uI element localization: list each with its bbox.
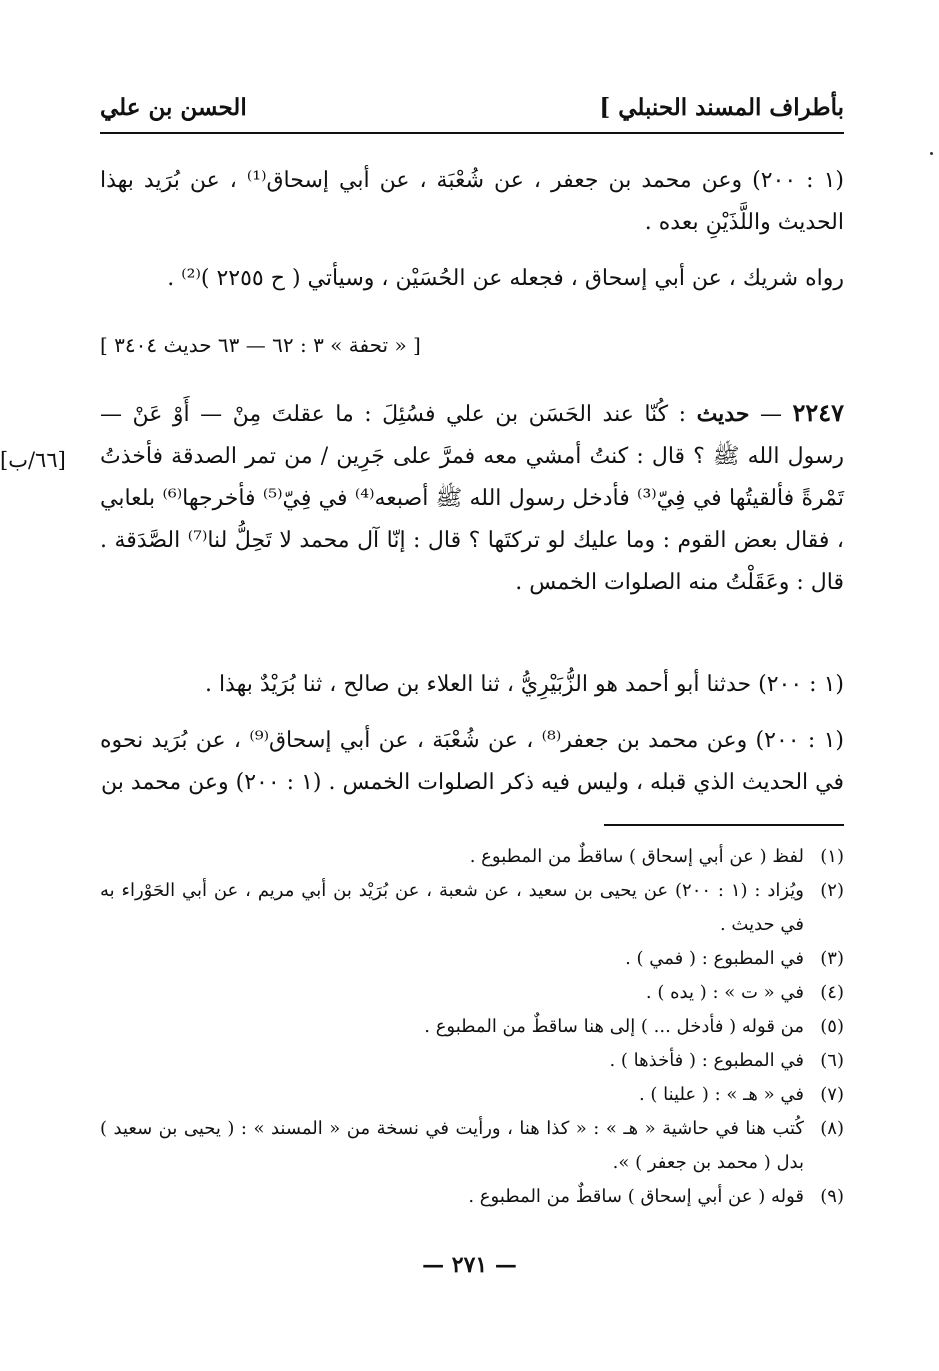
paragraph-chain-3: (١ : ٢٠٠) وعن محمد بن جعفر⁽⁸⁾ ، عن شُعْبَة ، عن أبي إسحاق⁽⁹⁾ ، عن بُرَيد نحوه في الحديث الذي قبله ، وليس فيه ذكر الصلوات الخمس . (١ : ٢٠٠) وعن محمد بن [100,728,845,795]
footnote-number: (١) [820,846,844,867]
footnote-text: قوله ( عن أبي إسحاق ) ساقطٌ من المطبوع . [468,1186,804,1207]
footnote-text: في « ت » : ( يده ) . [645,982,804,1003]
footnote-text: لفظ ( عن أبي إسحاق ) ساقطٌ من المطبوع . [469,846,804,867]
footnote-item [100,976,844,1010]
footnote-number: (٩) [820,1186,844,1207]
hadith-number: ٢٢٤٧ [792,398,845,427]
footnote-item [100,840,844,874]
page-number: — ٢٧١ — [422,1252,517,1278]
footnote-separator [604,824,844,826]
footnotes-list [100,840,844,1214]
footnote-text: من قوله ( فأدخل ... ) إلى هنا ساقطٌ من المطبوع . [424,1016,804,1037]
footnote-item [100,1078,844,1112]
footnote-text: في المطبوع : ( فمي ) . [625,948,804,969]
footnote-text: في « هـ » : ( علينا ) . [638,1084,804,1105]
paragraph-chain-2: (١ : ٢٠٠) حدثنا أبو أحمد هو الزُّبَيْرِيُّ ، ثنا العلاء بن صالح ، ثنا بُرَيْدٌ بهذا . [204,672,844,697]
footnote-number: (٣) [820,948,844,969]
footnote-item [100,1112,844,1180]
footnote-number: (٦) [820,1050,844,1071]
footnote-item [100,1180,844,1214]
hadith-text: : كُنّا عند الحَسَن بن علي فسُئِلَ : ما عقلتَ مِنْ — أَوْ عَنْ — رسول الله ﷺ ؟ قال : كنتُ أمشي معه فمرَّ على جَرِين / من تمر الصدقة فأخذتُ تَمْرةً فألقيتُها في فِيّ⁽³⁾ فأدخل رسول الله ﷺ أصبعه⁽⁴⁾ في فِيّ⁽⁵⁾ فأخرجها⁽⁶⁾ بلعابي ، فقال بعض القوم : وما عليك لو تركتَها ؟ قال : إنّا آل محمد لا تَحِلُّ لنا⁽⁷⁾ الصَّدَقة . قال : وعَقَلْتُ منه الصلوات الخمس . [100,402,844,595]
ink-speck [930,152,933,155]
footnote-item [100,1010,844,1044]
footnote-item [100,874,844,942]
footnote-text: في المطبوع : ( فأخذها ) . [609,1050,804,1071]
running-head-book-title: بأطراف المسند الحنبلي ] [599,94,844,121]
footnote-number: (٧) [820,1084,844,1105]
footnote-text: كُتب هنا في حاشية « هـ » : « كذا هنا ، ورأيت في نسخة من « المسند » : ( يحيى بن سعيد ) بدل ( محمد بن جعفر ) ». [100,1118,804,1173]
tuhfa-reference-text: [ « تحفة » ٣ : ٦٢ — ٦٣ حديث ٣٤٠٤ ] [100,333,421,357]
running-head [100,92,844,134]
paragraph-narration-note: رواه شريك ، عن أبي إسحاق ، فجعله عن الحُسَيْن ، وسيأتي ( ح ٢٢٥٥ )⁽²⁾ . [167,266,844,291]
footnote-item [100,942,844,976]
footnote-number: (٤) [820,982,844,1003]
hadith-paragraph: ٢٢٤٧ — حديث : كُنّا عند الحَسَن بن علي فسُئِلَ : ما عقلتَ مِنْ — أَوْ عَنْ — رسول الله ﷺ ؟ قال : كنتُ أمشي معه فمرَّ على جَرِين / من تمر الصدقة فأخذتُ تَمْرةً فألقيتُها في فِيّ⁽³⁾ فأدخل رسول الله ﷺ أصبعه⁽⁴⁾ في فِيّ⁽⁵⁾ فأخرجها⁽⁶⁾ بلعابي ، فقال بعض القوم : وما عليك لو تركتَها ؟ قال : إنّا آل محمد لا تَحِلُّ لنا⁽⁷⁾ الصَّدَقة . قال : وعَقَلْتُ منه الصلوات الخمس . [100,398,845,595]
footnote-number: (٢) [820,880,844,901]
footnote-item [100,1044,844,1078]
tuhfa-reference [100,330,844,360]
hadith-label: حديث [696,401,750,427]
footnote-number: (٥) [820,1016,844,1037]
running-head-section-title: الحسن بن علي [100,94,247,121]
manuscript-folio-marker: [٦٦/ب] [0,448,66,472]
footnote-number: (٨) [820,1118,844,1139]
paragraph-chain-1: (١ : ٢٠٠) وعن محمد بن جعفر ، عن شُعْبَة ، عن أبي إسحاق⁽¹⁾ ، عن بُرَيد بهذا الحديث واللَّذَيْنِ بعده . [100,168,844,235]
footnote-text: ويُزاد : (١ : ٢٠٠) عن يحيى بن سعيد ، عن شعبة ، عن بُرَيْد بن أبي مريم ، عن أبي الحَوْراء به في حديث . [100,880,805,935]
